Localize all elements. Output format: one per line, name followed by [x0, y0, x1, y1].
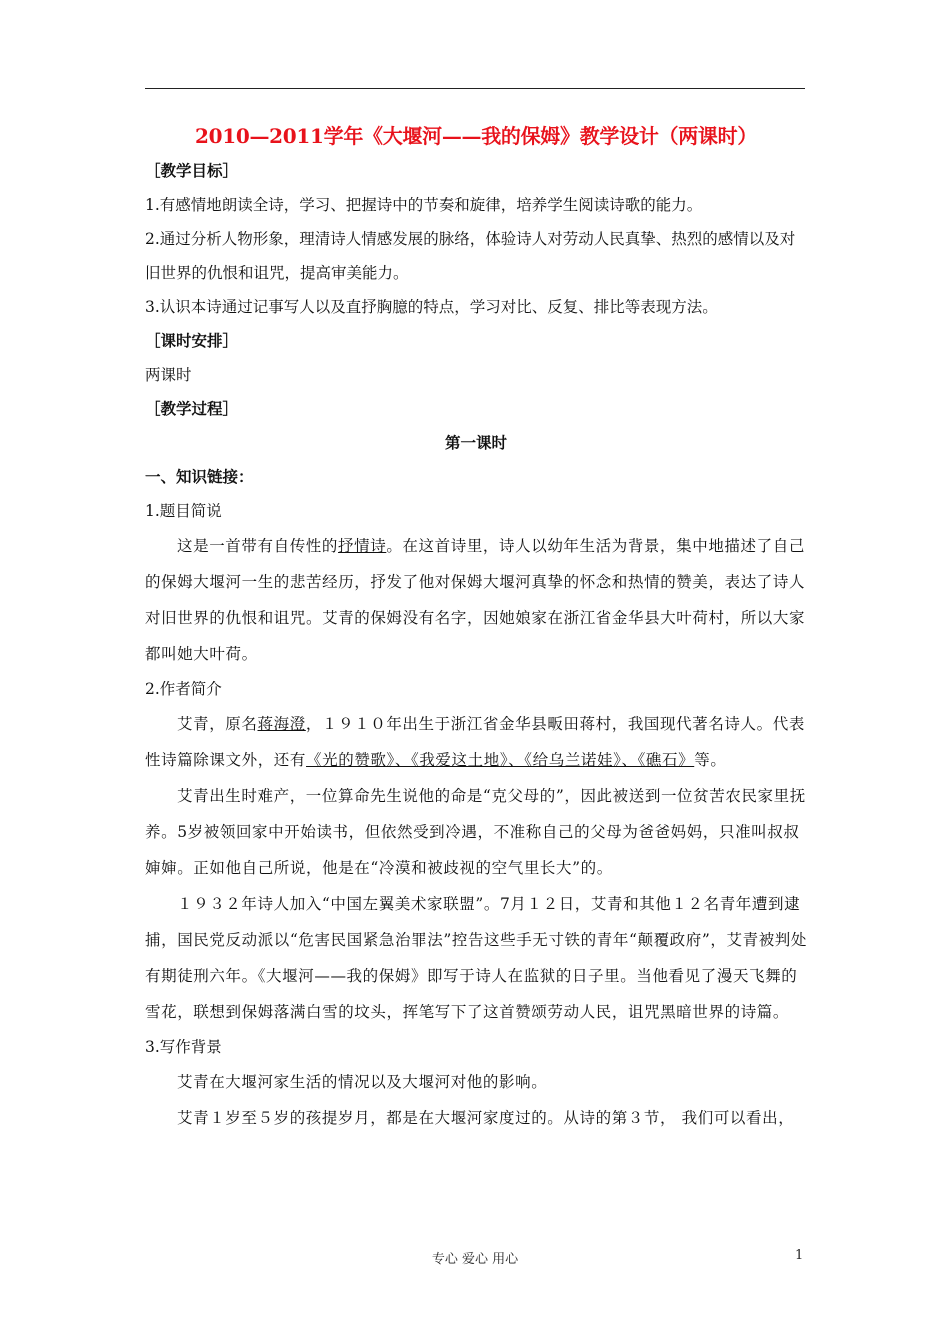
footer-motto: 专心 爱心 用心: [431, 1252, 519, 1267]
author-paragraph-2: 艾青出生时难产，一位算命先生说他的命是“克父母的”，因此被送到一位贫苦农民家里抚养。5岁被领回家中开始读书，但依然受到冷遇，不准称自己的父母为爸爸妈妈，只准叫叔叔婶婶。正如他自己所说，他是在“冷漠和被歧视的空气里长大”的。: [145, 787, 806, 877]
goal-item-1: 1.有感情地朗读全诗，学习、把握诗中的节奏和旋律，培养学生阅读诗歌的能力。: [145, 196, 703, 214]
process-heading: ［教学过程］: [145, 399, 239, 418]
section-heading-topic: 1.题目简说: [145, 502, 222, 520]
page-number: 1: [795, 1248, 804, 1263]
background-paragraph-2: 艾青１岁至５岁的孩提岁月，都是在大堰河家度过的。从诗的第３节， 我们可以看出，: [177, 1109, 795, 1127]
author-text-post: 等。: [694, 751, 727, 769]
author-original-name: 蒋海澄: [257, 715, 306, 733]
author-paragraph-3: １９３２年诗人加入“中国左翼美术家联盟”。7月１２日，艾青和其他１２名青年遭到逮捕，国民党反动派以“危害民国紧急治罪法”控告这些手无寸铁的青年“颠覆政府”，艾青被判处有期徒刑六年。《大堰河——我的保姆》即写于诗人在监狱的日子里。当他看见了漫天飞舞的雪花，联想到保姆落满白雪的坟头，挥笔写下了这首赞颂劳动人民，诅咒黑暗世界的诗篇。: [145, 895, 807, 1021]
topic-text-post: 。在这首诗里，诗人以幼年生活为背景，集中地描述了自己的保姆大堰河一生的悲苦经历，抒发了他对保姆大堰河真挚的怀念和热情的赞美，表达了诗人对旧世界的仇恨和诅咒。艾青的保姆没有名字，因她娘家在浙江省金华县大叶荷村，所以大家都叫她大叶荷。: [145, 537, 806, 663]
document-body: [145, 118, 807, 1136]
topic-paragraph: [145, 528, 807, 672]
lesson-title: 第一课时: [444, 433, 507, 452]
term-lyric-poem: 抒情诗: [338, 537, 387, 555]
author-paragraph-1: [145, 706, 807, 778]
author-text-pre: 艾青，原名: [177, 715, 258, 733]
goals-heading: ［教学目标］: [145, 161, 239, 180]
schedule-heading: ［课时安排］: [145, 331, 239, 350]
author-works-list: 《光的赞歌》、《我爱这土地》、《给乌兰诺娃》、《礁石》: [306, 751, 695, 769]
schedule-text: 两课时: [145, 366, 192, 384]
section-heading-background: 3.写作背景: [145, 1038, 222, 1056]
header-rule: [145, 88, 805, 89]
part-heading: 一、知识链接：: [145, 467, 254, 486]
goal-item-2: 2.通过分析人物形象，理清诗人情感发展的脉络，体验诗人对劳动人民真挚、热烈的感情以及对旧世界的仇恨和诅咒，提高审美能力。: [145, 230, 796, 282]
section-heading-author: 2.作者简介: [145, 680, 222, 698]
topic-text-pre: 这是一首带有自传性的: [177, 537, 339, 555]
author-text-mid: ，１９１０年出生于浙江省金华县畈田蒋村，我国现代著名诗人。代表性诗篇除课文外，还有: [145, 715, 805, 769]
goal-item-3: 3.认识本诗通过记事写人以及直抒胸臆的特点，学习对比、反复、排比等表现方法。: [145, 298, 718, 316]
document-title: 2010—2011学年《大堰河——我的保姆》教学设计（两课时）: [194, 124, 758, 148]
background-paragraph-1: 艾青在大堰河家生活的情况以及大堰河对他的影响。: [177, 1073, 548, 1091]
